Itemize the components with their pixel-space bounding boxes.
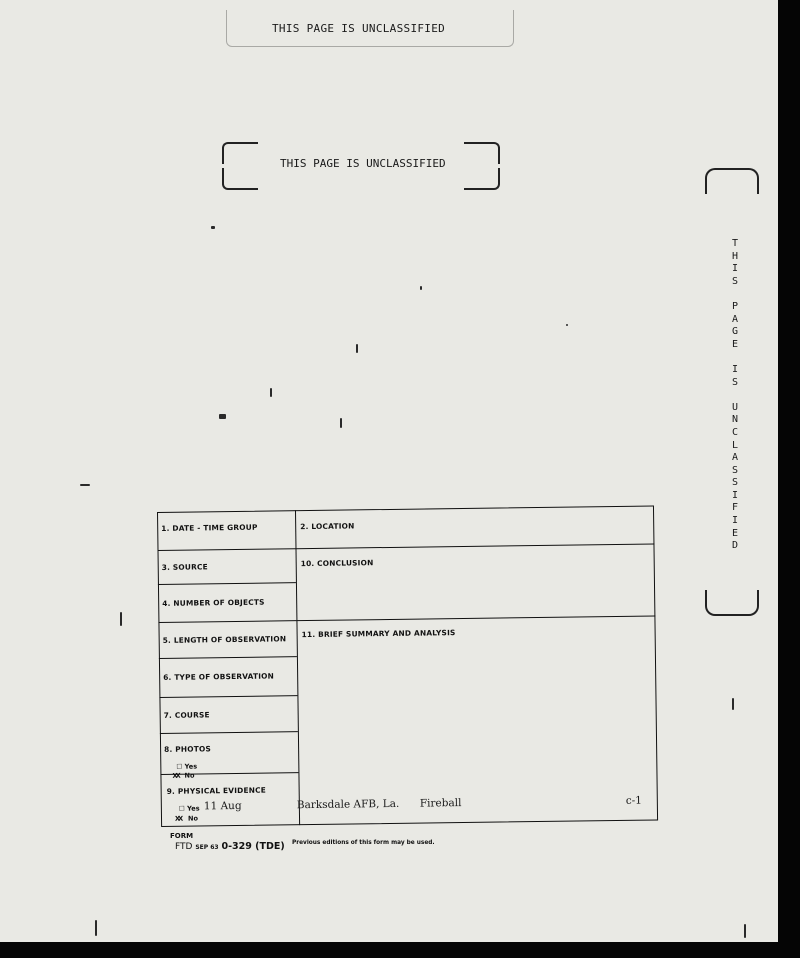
scan-speck [566,324,568,326]
photos-label: 8. PHOTOS [164,744,212,754]
vertical-stamp-letter: G [731,326,739,338]
scan-speck [340,418,342,428]
photos-checked-mark: XX [172,771,179,780]
form-number [175,841,285,852]
vertical-stamp-letter: I [731,489,739,501]
scan-speck [732,698,734,710]
form-number-code: 0-329 (TDE) [221,841,285,852]
form-edition-note: Previous editions of this form may be used. [292,840,435,846]
report-index-form [157,505,658,826]
typed-location: Barksdale AFB, La. [296,797,400,812]
vertical-stamp-letter: I [731,515,739,527]
scan-speck [95,920,97,936]
scan-speck [744,924,746,938]
evidence-no-option: No [187,814,199,823]
top-classification-banner: THIS PAGE IS UNCLASSIFIED [272,22,446,35]
vertical-stamp-letter: I [731,263,739,275]
scan-speck [356,344,358,353]
vertical-stamp-letter: A [731,452,739,464]
typed-conclusion: Fireball [419,797,462,810]
photos-no-option: No [184,771,195,780]
vertical-stamp-letter: P [731,300,739,312]
vertical-stamp-letter: U [731,401,739,413]
form-footer-label: FORM [170,832,194,840]
vertical-stamp-letter: S [731,376,739,388]
course-label: 7. COURSE [163,710,210,720]
location-label: 2. LOCATION [300,521,355,532]
scan-speck [219,414,226,419]
scan-speck [120,612,122,626]
conclusion-label: 10. CONCLUSION [300,558,374,569]
photos-yes-option: ☐ Yes [176,762,198,771]
vertical-stamp-letter: C [731,426,739,438]
vertical-stamp-letter: I [731,363,739,375]
brief-summary-label: 11. BRIEF SUMMARY AND ANALYSIS [301,628,456,640]
scan-speck [80,484,90,486]
vertical-stamp-letter: F [731,502,739,514]
scan-speck [420,286,422,290]
vertical-stamp-letter [727,288,743,301]
evidence-checked-mark: XX [174,814,182,823]
vertical-stamp-letter [727,351,743,364]
vertical-stamp-letter: E [731,338,739,350]
vertical-classification-stamp-text [727,238,743,553]
type-of-observation-label: 6. TYPE OF OBSERVATION [163,671,275,682]
vertical-stamp-letter: A [731,313,739,325]
classification-stamp-text: THIS PAGE IS UNCLASSIFIED [280,157,446,170]
vertical-stamp-letter [727,389,743,402]
vertical-stamp-letter: S [731,464,739,476]
typed-date: 11 Aug [203,799,242,813]
scan-speck [211,226,215,229]
vertical-stamp-letter: N [731,414,739,426]
physical-evidence-label: 9. PHYSICAL EVIDENCE [166,785,267,796]
vertical-stamp-letter: S [731,275,739,287]
vertical-stamp-letter: D [731,540,739,552]
number-of-objects-label: 4. NUMBER OF OBJECTS [162,597,265,608]
scan-speck [270,388,272,397]
typed-case-code: c-1 [625,794,643,807]
length-of-observation-label: 5. LENGTH OF OBSERVATION [162,634,287,645]
form-date: SEP 63 [195,844,219,851]
vertical-stamp-letter: L [731,439,739,451]
source-label: 3. SOURCE [161,562,208,572]
vertical-stamp-letter: E [731,527,739,539]
date-time-group-label: 1. DATE - TIME GROUP [161,522,258,533]
vertical-stamp-letter: S [731,477,739,489]
form-prefix: FTD [175,842,193,852]
evidence-yes-option: ☐ Yes [178,804,200,813]
vertical-stamp-letter: T [731,238,739,249]
vertical-stamp-letter: H [731,250,739,262]
